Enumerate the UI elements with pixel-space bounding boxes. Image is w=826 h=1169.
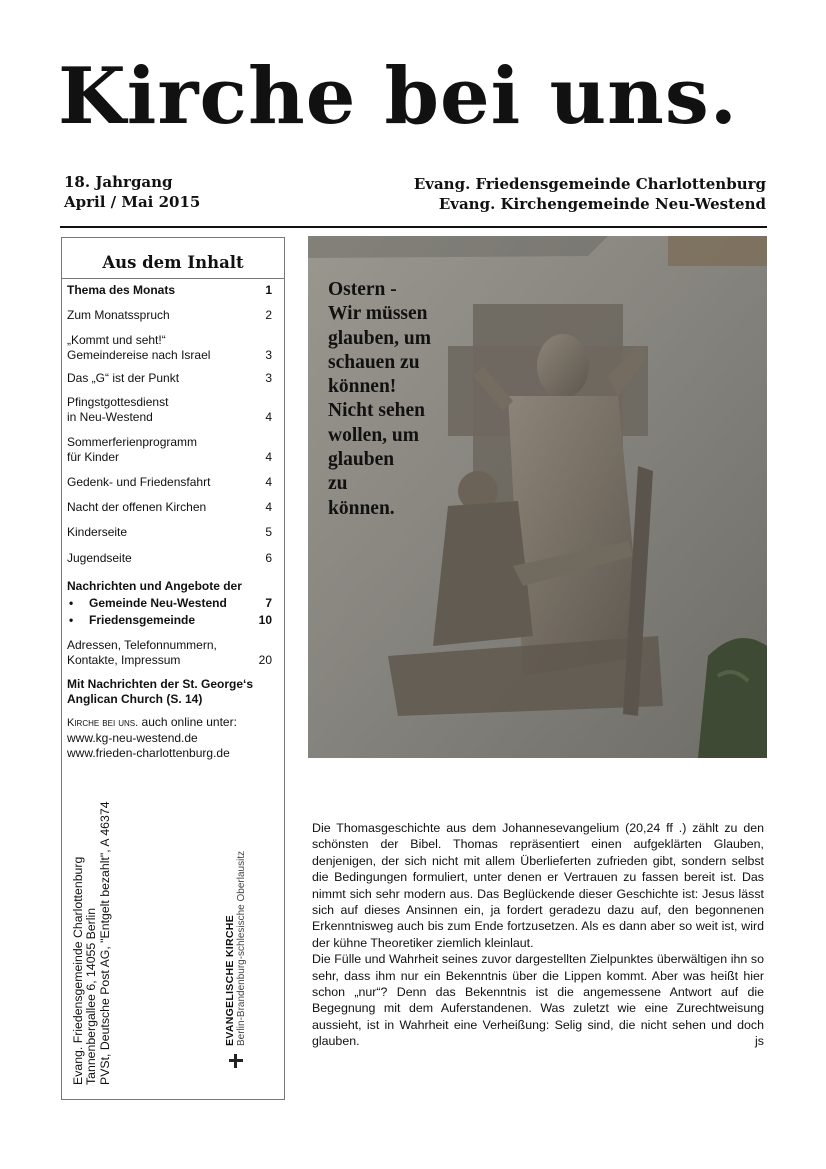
toc-item-page: 7 (265, 596, 272, 610)
toc-item-title: Gedenk- und Friedensfahrt (67, 475, 211, 489)
toc-item-title-line: Kontakte, Impressum (67, 653, 181, 667)
toc-item[interactable] (67, 283, 272, 298)
toc-item-title: • Friedensgemeinde (67, 613, 195, 628)
issue-volume: 18. Jahrgang (64, 173, 173, 191)
toc-item-page: 3 (265, 371, 272, 385)
online-suffix: auch online unter: (141, 715, 237, 729)
online-brand: Kirche bei uns. (67, 717, 139, 729)
quote-line: Ostern - (328, 279, 397, 300)
online-url-2[interactable]: www.frieden-charlottenburg.de (67, 746, 230, 760)
toc-item[interactable] (67, 475, 272, 490)
quote-line: glauben (328, 449, 395, 471)
article-paragraph-text: Die Fülle und Wahrheit seines zuvor dargestellten Zielpunktes überwältigen ihn so sehr, dass ihm nur ein Bekenntnis über die Lippen kommt. Aber was heißt hier schon „nur“? Denn das Bekenntnis ist die angemessene Antwort auf die Begegnung mit dem Auferstandenen. Was zuletzt wie eine Zurechtweisung aussieht, ist in Wahrheit eine Verheißung: Selig sind, die nicht sehen und doch glauben. (312, 952, 764, 1049)
toc-list (62, 283, 284, 761)
toc-item-title-line: Pfingstgottesdienst (67, 395, 169, 409)
toc-item-title-line: Adressen, Telefonnummern, (67, 638, 217, 652)
toc-item-title-line: Gemeindereise nach Israel (67, 348, 211, 362)
feature-photo (308, 236, 767, 758)
toc-item-title-line: in Neu-Westend (67, 410, 153, 424)
toc-item[interactable] (67, 308, 272, 323)
toc-item-page: 4 (265, 475, 272, 489)
article-signature: js (755, 1034, 764, 1049)
sender-line-1: Evang. Friedensgemeinde Charlottenburg (71, 856, 85, 1085)
toc-item-title: Thema des Monats (67, 283, 176, 297)
toc-item[interactable] (67, 395, 272, 425)
toc-item[interactable] (67, 500, 272, 515)
church-logo (225, 851, 247, 1068)
toc-item-page: 10 (258, 613, 272, 627)
article-body (312, 820, 764, 1050)
quote-line: Wir müssen (328, 303, 428, 325)
issue-info (64, 172, 200, 212)
quote-line: zu (328, 473, 348, 495)
toc-item-page: 20 (258, 653, 272, 667)
toc-item-title (67, 333, 210, 363)
toc-item-title: Kinderseite (67, 525, 128, 539)
online-info (67, 715, 272, 761)
toc-george-line: Anglican Church (S. 14) (67, 692, 203, 706)
header-divider (60, 226, 767, 228)
quote-line: glauben, um (328, 327, 431, 349)
toc-item-title-line: für Kinder (67, 450, 120, 464)
toc-news-heading (67, 579, 272, 594)
sender-line-3: PVSt, Deutsche Post AG, "Entgelt bezahlt", A 46374 (97, 801, 112, 1085)
toc-item-title: • Gemeinde Neu-Westend (67, 596, 227, 611)
toc-item[interactable] (67, 333, 272, 363)
publisher-line-2: Evang. Kirchengemeinde Neu-Westend (438, 195, 766, 213)
church-logo-text (225, 851, 247, 1046)
church-logo-name: EVANGELISCHE KIRCHE (224, 915, 236, 1046)
toc-item-title (67, 638, 217, 668)
toc-item[interactable] (67, 551, 272, 566)
toc-item-title-line: „Kommt und seht!“ (67, 333, 166, 347)
toc-george-note (67, 677, 272, 707)
quote-line: Nicht sehen (328, 400, 425, 422)
toc-item-page: 5 (265, 525, 272, 539)
toc-item[interactable] (67, 638, 272, 668)
article-paragraph: Die Thomasgeschichte aus dem Johannesevangelium (20,24 ff .) zählt zu den schönsten der Bibel. Thomas repräsentiert einen aufgeklärten Glauben, denjenigen, der sich nicht mit allem Überlieferten zufrieden gibt, sondern selbst die Bedingungen formuliert, unter denen er Vertrauen zu fassen bereit ist. Das nimmt sich sehr modern aus. Das Beglückende dieser Geschichte ist: Jesus lässt sich auf dieses Ansinnen ein, ja fordert geradezu dazu auf, den begonnenen Erkenntnisweg auch bis zum Ende fortzusetzen. Als es dann aber so weit ist, wird der kühne Theoretiker ziemlich kleinlaut. (312, 821, 764, 950)
toc-item-page: 6 (265, 551, 272, 565)
toc-item-title-line: Sommerferienprogramm (67, 435, 198, 449)
toc-item-page: 4 (265, 410, 272, 424)
publisher-info (414, 174, 766, 214)
toc-item[interactable] (67, 525, 272, 540)
toc-item-page: 2 (265, 308, 272, 322)
toc-heading: Aus dem Inhalt (62, 238, 284, 279)
toc-item-page: 1 (265, 283, 272, 297)
toc-item[interactable] (67, 435, 272, 465)
quote-line: schauen zu (328, 351, 420, 373)
cross-icon (229, 1054, 243, 1068)
toc-item-title: Zum Monatsspruch (67, 308, 170, 322)
toc-item[interactable] (67, 371, 272, 386)
toc-item-page: 4 (265, 450, 272, 464)
toc-item[interactable] (67, 613, 272, 628)
sender-address (72, 795, 112, 1085)
toc-item-title (67, 435, 197, 465)
toc-item[interactable] (67, 596, 272, 611)
toc-item-title: Das „G“ ist der Punkt (67, 371, 180, 385)
article-paragraph (312, 951, 764, 1049)
toc-item-title (67, 395, 168, 425)
easter-quote (328, 278, 431, 521)
quote-line: können! (328, 376, 397, 398)
toc-news-heading-text: Nachrichten und Angebote der (67, 579, 242, 593)
toc-george-line: Mit Nachrichten der St. George‘s (67, 677, 254, 691)
publisher-line-1: Evang. Friedensgemeinde Charlottenburg (413, 175, 766, 193)
online-url-1[interactable]: www.kg-neu-westend.de (67, 731, 198, 745)
sender-line-2: Tannenbergallee 6, 14055 Berlin (84, 907, 99, 1085)
church-logo-region: Berlin-Brandenburg-schlesische Oberlausitz (236, 850, 247, 1046)
toc-item-page: 3 (265, 348, 272, 362)
toc-item-title: Jugendseite (67, 551, 132, 565)
quote-line: können. (328, 497, 395, 519)
toc-item-title: Nacht der offenen Kirchen (67, 500, 207, 514)
masthead-title: Kirche bei uns. (58, 51, 738, 142)
toc-item-page: 4 (265, 500, 272, 514)
quote-line: wollen, um (328, 424, 420, 446)
issue-date: April / Mai 2015 (64, 193, 201, 211)
